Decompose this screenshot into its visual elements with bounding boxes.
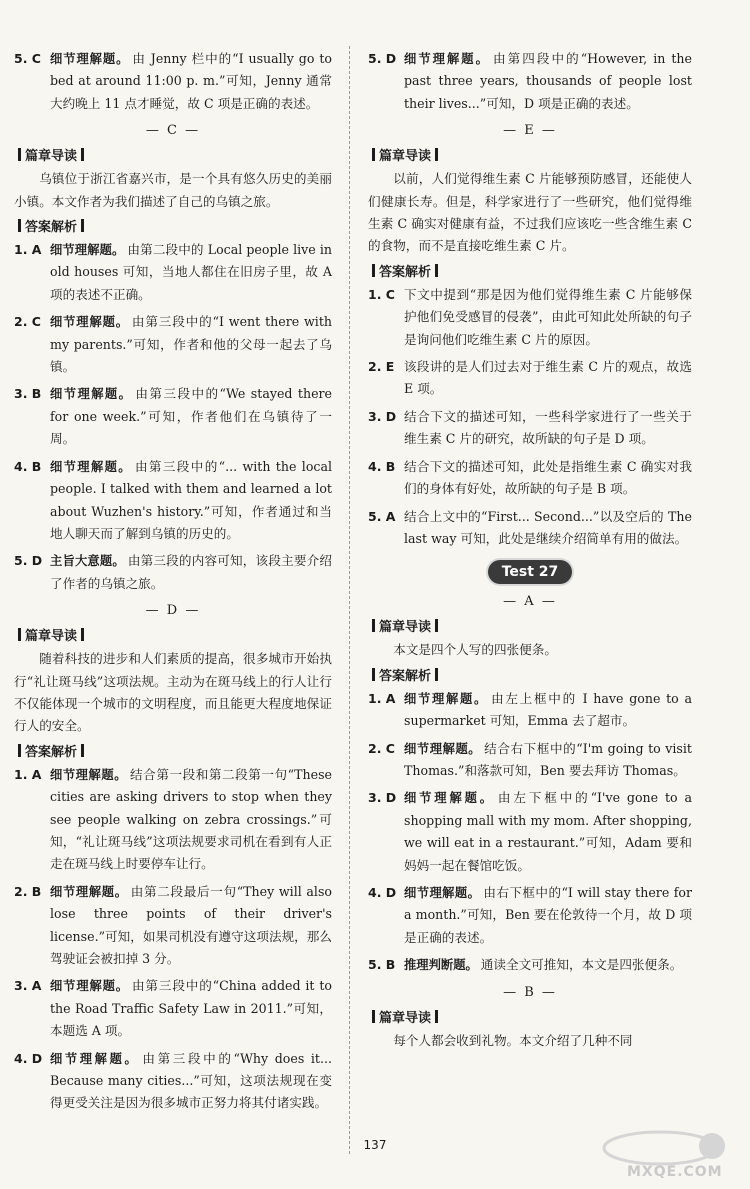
answer-number: 5. C [14, 51, 41, 66]
answer-item: 4. B 结合下文的描述可知，此处是指维生素 C 确实对我们的身体有好处，故所缺的句子是 B 项。 [368, 458, 692, 497]
answer-item: 1. A 细节理解题。 结合第一段和第二段第一句“These cities are asking drivers to stop when they see people walking on zebra crossings.”可知，“礼让斑马线”这项法规要求司机在看到有人正走在斑马线上时要停车让行。 [14, 766, 332, 872]
answer-item: 2. E 该段讲的是人们过去对于维生素 C 片的观点，故选 E 项。 [368, 359, 692, 397]
section-label-c: — C — [145, 123, 201, 139]
section-label-d: — D — [145, 603, 201, 619]
guide-text: 以前，人们觉得维生素 C 片能够预防感冒，还能使人们健康长寿。但是，科学家进行了一些研究，他们觉得维生素 C 确实对健康有益，不过我们应该吃一些含维生素 C 的食物，而不是直接吃维生素 C 片。 [368, 171, 692, 254]
question-type: 细节理解题。 [50, 52, 130, 66]
answer-item: 3. B 细节理解题。 由第三段中的“We stayed there for one week.”可知，作者他们在乌镇待了一周。 [14, 386, 332, 447]
answer-item: 3. D 结合下文的描述可知，一些科学家进行了一些关于维生素 C 片的研究，故所缺的句子是 D 项。 [368, 408, 692, 447]
section-label-b: — B — [503, 984, 557, 1000]
guide-text: 本文是四个人写的四张便条。 [393, 642, 557, 658]
guide-heading: 篇章导读 [368, 1007, 692, 1026]
answer-item: 2. C 细节理解题。 由第三段中的“I went there with my parents.”可知，作者和他的父母一起去了乌镇。 [14, 314, 332, 375]
answer-item [14, 48, 332, 115]
page-number: 137 [363, 1138, 387, 1152]
section-label-a: — A — [503, 594, 557, 610]
answer-heading: 答案解析 [14, 216, 332, 235]
answer-heading: 答案解析 [368, 665, 692, 684]
answer-item: 5. A 结合上文中的“First... Second...”以及空后的 The last way 可知，此处是继续介绍简单有用的做法。 [368, 508, 692, 546]
guide-heading: 篇章导读 [368, 616, 692, 635]
right-column [368, 48, 692, 1055]
answer-item: 3. D 细节理解题。 由左下框中的“I've gone to a shopping mall with my mom. After shopping, we will eat in a restaurant.”可知，Adam 要和妈妈一起在餐馆吃饭。 [368, 790, 692, 873]
left-column [14, 48, 332, 1120]
guide-text: 随着科技的进步和人们素质的提高，很多城市开始执行“礼让斑马线”这项法规。主动为在斑马线上的行人让行不仅能体现一个城市的文明程度，而且能更大程度地保证行人的安全。 [14, 651, 332, 734]
answer-heading: 答案解析 [368, 261, 692, 280]
guide-text: 乌镇位于浙江省嘉兴市，是一个具有悠久历史的美丽小镇。本文作者为我们描述了自己的乌镇之旅。 [14, 171, 332, 209]
answer-explanation: 由 Jenny 栏中的“I usually go to bed at around 11:00 p. m.”可知，Jenny 通常大约晚上 11 点才睡觉，故 C 项是正确的表述。 [50, 51, 332, 111]
answer-item: 5. D 细节理解题。 由第四段中的“However, in the past three years, thousands of people lost their lives...”可知，D 项是正确的表述。 [368, 51, 692, 111]
test-badge: Test 27 [488, 560, 572, 584]
answer-item: 3. A 细节理解题。 由第三段中的“China added it to the Road Traffic Safety Law in 2011.”可知，本题选 A 项。 [14, 978, 332, 1039]
answer-item: 5. D 主旨大意题。 由第三段的内容可知，该段主要介绍了作者的乌镇之旅。 [14, 553, 332, 591]
answer-heading: 答案解析 [14, 741, 332, 760]
watermark-text: MXQE.COM [627, 1164, 723, 1180]
section-label-e: — E — [503, 123, 557, 139]
answer-item: 1. C 下文中提到“那是因为他们觉得维生素 C 片能够保护他们免受感冒的侵袭”，由此可知此处所缺的句子是询问他们吃维生素 C 片的原因。 [368, 286, 692, 347]
answer-item: 1. A 细节理解题。 由第二段中的 Local people live in old houses 可知，当地人都住在旧房子里，故 A 项的表述不正确。 [14, 242, 332, 302]
column-divider [349, 46, 350, 1154]
answer-item: 4. D 细节理解题。 由第三段中的“Why does it... Because many cities...”可知，这项法规现在变得更受关注是因为很多城市正努力将其付诸实践。 [14, 1050, 332, 1111]
answer-item: 4. D 细节理解题。 由右下框中的“I will stay there for a month.”可知，Ben 要在伦敦待一个月，故 D 项是正确的表述。 [368, 884, 692, 945]
answer-item: 5. B 推理判断题。 通读全文可推知，本文是四张便条。 [368, 957, 683, 973]
guide-text: 每个人都会收到礼物。本文介绍了几种不同 [393, 1032, 633, 1048]
answer-item: 4. B 细节理解题。 由第三段中的“... with the local people. I talked with them and learned a lot about Wuzhen's history.”可知，作者通过和当地人聊天而了解到乌镇的历史的。 [14, 458, 332, 541]
guide-heading: 篇章导读 [14, 145, 332, 164]
guide-heading: 篇章导读 [14, 625, 332, 644]
guide-heading: 篇章导读 [368, 145, 692, 164]
answer-item: 2. B 细节理解题。 由第二段最后一句“They will also lose three points of their driver's license.”可知，如果司机没有遵守这项法规，那么驾驶证会被扣掉 3 分。 [14, 883, 332, 966]
answer-item: 1. A 细节理解题。 由左上框中的 I have gone to a supermarket 可知，Emma 去了超市。 [368, 690, 692, 729]
answer-item: 2. C 细节理解题。 结合右下框中的“I'm going to visit Thomas.”和落款可知，Ben 要去拜访 Thomas。 [368, 740, 692, 778]
